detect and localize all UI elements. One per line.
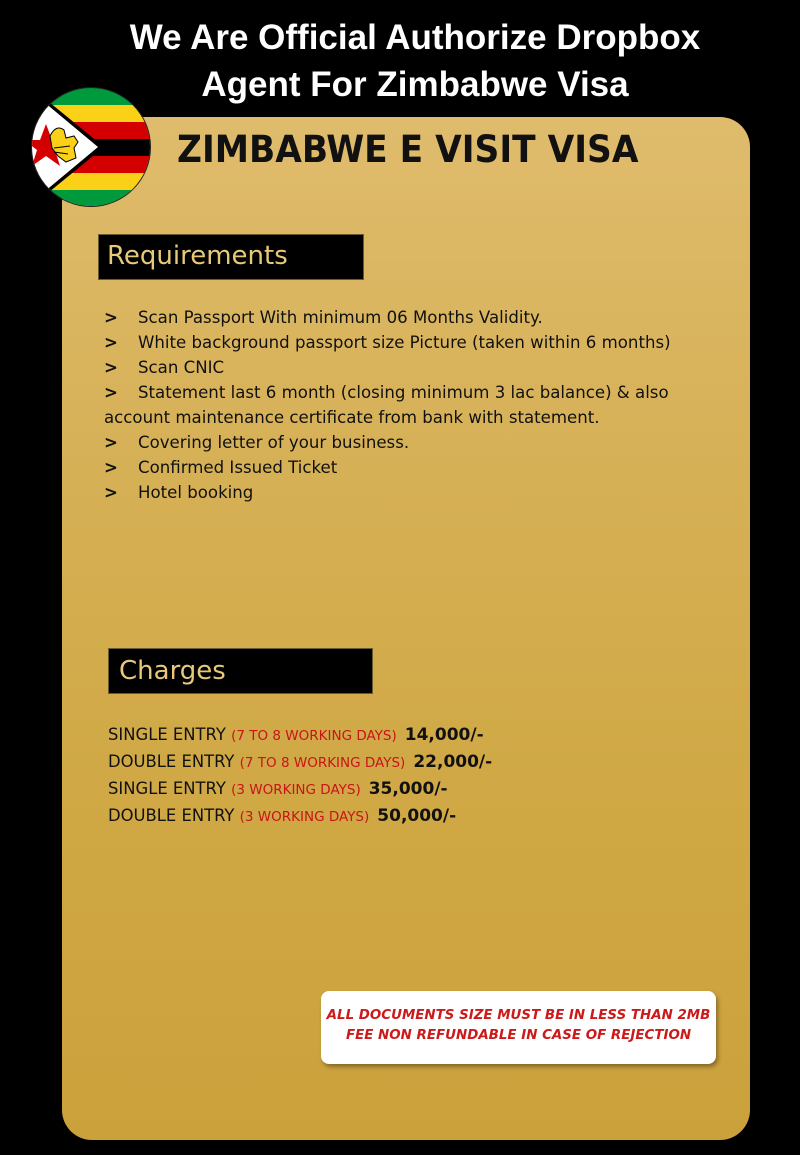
list-item: [104, 430, 704, 455]
charges-heading: Charges: [108, 648, 373, 694]
charges-list: [108, 722, 492, 830]
charge-row: [108, 722, 492, 749]
charge-row: [108, 776, 492, 803]
charge-row: [108, 749, 492, 776]
bullet-marker: >: [104, 358, 118, 377]
bullet-marker: >: [104, 483, 118, 502]
bullet-marker: >: [104, 433, 118, 452]
bullet-marker: >: [104, 458, 118, 477]
list-item: [104, 355, 704, 380]
header-line-2: Agent For Zimbabwe Visa: [201, 65, 629, 104]
entry-type: SINGLE ENTRY: [108, 779, 232, 798]
list-item-text: White background passport size Picture (taken within 6 months): [138, 333, 671, 352]
bullet-marker: >: [104, 308, 118, 327]
processing-time: (3 WORKING DAYS): [231, 782, 361, 798]
notice-line-2: FEE NON REFUNDABLE IN CASE OF REJECTION: [345, 1028, 692, 1043]
bullet-marker: >: [104, 333, 118, 352]
list-item: [104, 305, 704, 330]
price: 14,000/-: [404, 725, 484, 745]
processing-time: (3 WORKING DAYS): [239, 809, 370, 825]
page-header: [0, 14, 800, 108]
processing-time: (7 TO 8 WORKING DAYS): [231, 728, 397, 744]
requirements-list: [104, 305, 704, 505]
charge-row: [108, 803, 492, 830]
list-item-text: Scan Passport With minimum 06 Months Validity.: [138, 308, 543, 327]
list-item: [104, 380, 704, 405]
list-item-text: Hotel booking: [138, 483, 254, 502]
price: 22,000/-: [413, 752, 493, 772]
processing-time: (7 TO 8 WORKING DAYS): [239, 755, 406, 771]
list-item-continuation: account maintenance certificate from bank with statement.: [104, 408, 600, 427]
list-item-text: Scan CNIC: [138, 358, 225, 377]
price: 35,000/-: [368, 779, 448, 799]
notice-line-1: ALL DOCUMENTS SIZE MUST BE IN LESS THAN 2MB: [326, 1008, 711, 1023]
price: 50,000/-: [377, 806, 457, 826]
list-item-text: Statement last 6 month (closing minimum 3 lac balance) & also: [138, 383, 669, 402]
list-item-text: Covering letter of your business.: [138, 433, 410, 452]
entry-type: DOUBLE ENTRY: [108, 752, 240, 771]
list-item: [104, 480, 704, 505]
entry-type: SINGLE ENTRY: [108, 725, 232, 744]
list-item-text: Confirmed Issued Ticket: [138, 458, 338, 477]
list-item: [104, 455, 704, 480]
list-item: [104, 330, 704, 355]
header-line-1: We Are Official Authorize Dropbox: [129, 18, 701, 57]
entry-type: DOUBLE ENTRY: [108, 806, 240, 825]
zimbabwe-flag-icon: [32, 88, 150, 206]
page-title: ZIMBABWE E VISIT VISA: [177, 128, 639, 171]
notice-box: [321, 991, 716, 1064]
requirements-heading: Requirements: [98, 234, 364, 280]
bullet-marker: >: [104, 383, 118, 402]
